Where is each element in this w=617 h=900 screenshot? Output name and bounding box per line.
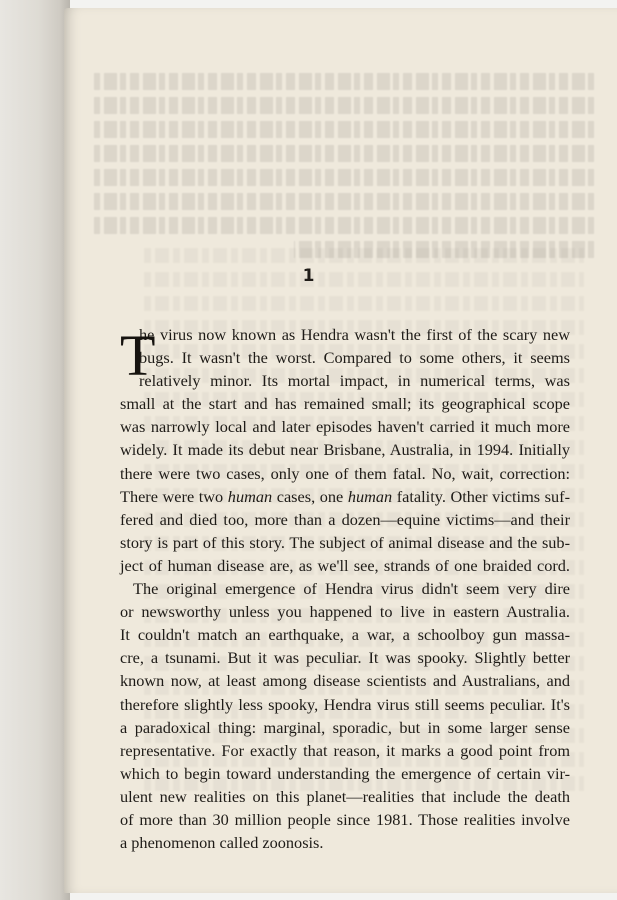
text-line: a paradoxical thing: marginal, sporadic, but in some larger sense: [120, 717, 570, 737]
text-run: cases, one: [272, 486, 348, 506]
text-line: cre, a tsunami. But it was peculiar. It was spooky. Slightly better: [120, 648, 570, 668]
text-line: bugs. It wasn't the worst. Compared to some others, it seems: [139, 348, 570, 368]
italic-word: human: [347, 486, 393, 506]
text-line: known now, at least among disease scientists and Australians, and: [120, 671, 570, 691]
text-line: It couldn't match an earthquake, a war, a schoolboy gun massa-: [120, 625, 570, 645]
text-line: was narrowly local and later episodes haven't carried it much more: [120, 417, 570, 437]
text-line: representative. For exactly that reason, it marks a good point from: [120, 740, 570, 760]
text-line: a phenomenon called zoonosis.: [120, 833, 324, 853]
text-line: relatively minor. Its mortal impact, in numerical terms, was: [139, 371, 570, 391]
text-line: fered and died too, more than a dozen—equine victims—and their: [120, 509, 570, 529]
text-line: ject of human disease are, as we'll see, strands of one braided cord.: [120, 555, 570, 575]
text-line-with-italics: [120, 485, 570, 508]
drop-cap: T: [120, 323, 156, 388]
text-line: The original emergence of Hendra virus didn't seem very dire: [133, 579, 570, 599]
book-gutter: [0, 0, 70, 900]
text-line: small at the start and has remained small; its geographical scope: [120, 394, 570, 414]
show-through-text: [94, 73, 594, 263]
text-line: ulent new realities on this planet—realities that include the death: [120, 786, 570, 806]
chapter-body-text: [120, 323, 570, 854]
chapter-number: 1: [302, 266, 315, 286]
drop-cap-lines: [120, 323, 570, 392]
text-line: story is part of this story. The subject of animal disease and the sub-: [120, 532, 570, 552]
text-line: or newsworthy unless you happened to live in eastern Australia.: [120, 602, 570, 622]
text-line: he virus now known as Hendra wasn't the first of the scary new: [139, 325, 570, 344]
text-line: widely. It made its debut near Brisbane, Australia, in 1994. Initially: [120, 440, 570, 460]
text-line: there were two cases, only one of them fatal. No, wait, correction:: [120, 463, 570, 483]
text-line: which to begin toward understanding the emergence of certain vir-: [120, 763, 570, 783]
text-run: There were two: [120, 486, 228, 506]
italic-word: human: [227, 486, 273, 506]
text-line: of more than 30 million people since 1981. Those realities involve: [120, 809, 570, 829]
text-line: therefore slightly less spooky, Hendra virus still seems peculiar. It's: [120, 694, 570, 714]
text-run: fatality. Other victims suf-: [392, 486, 570, 506]
